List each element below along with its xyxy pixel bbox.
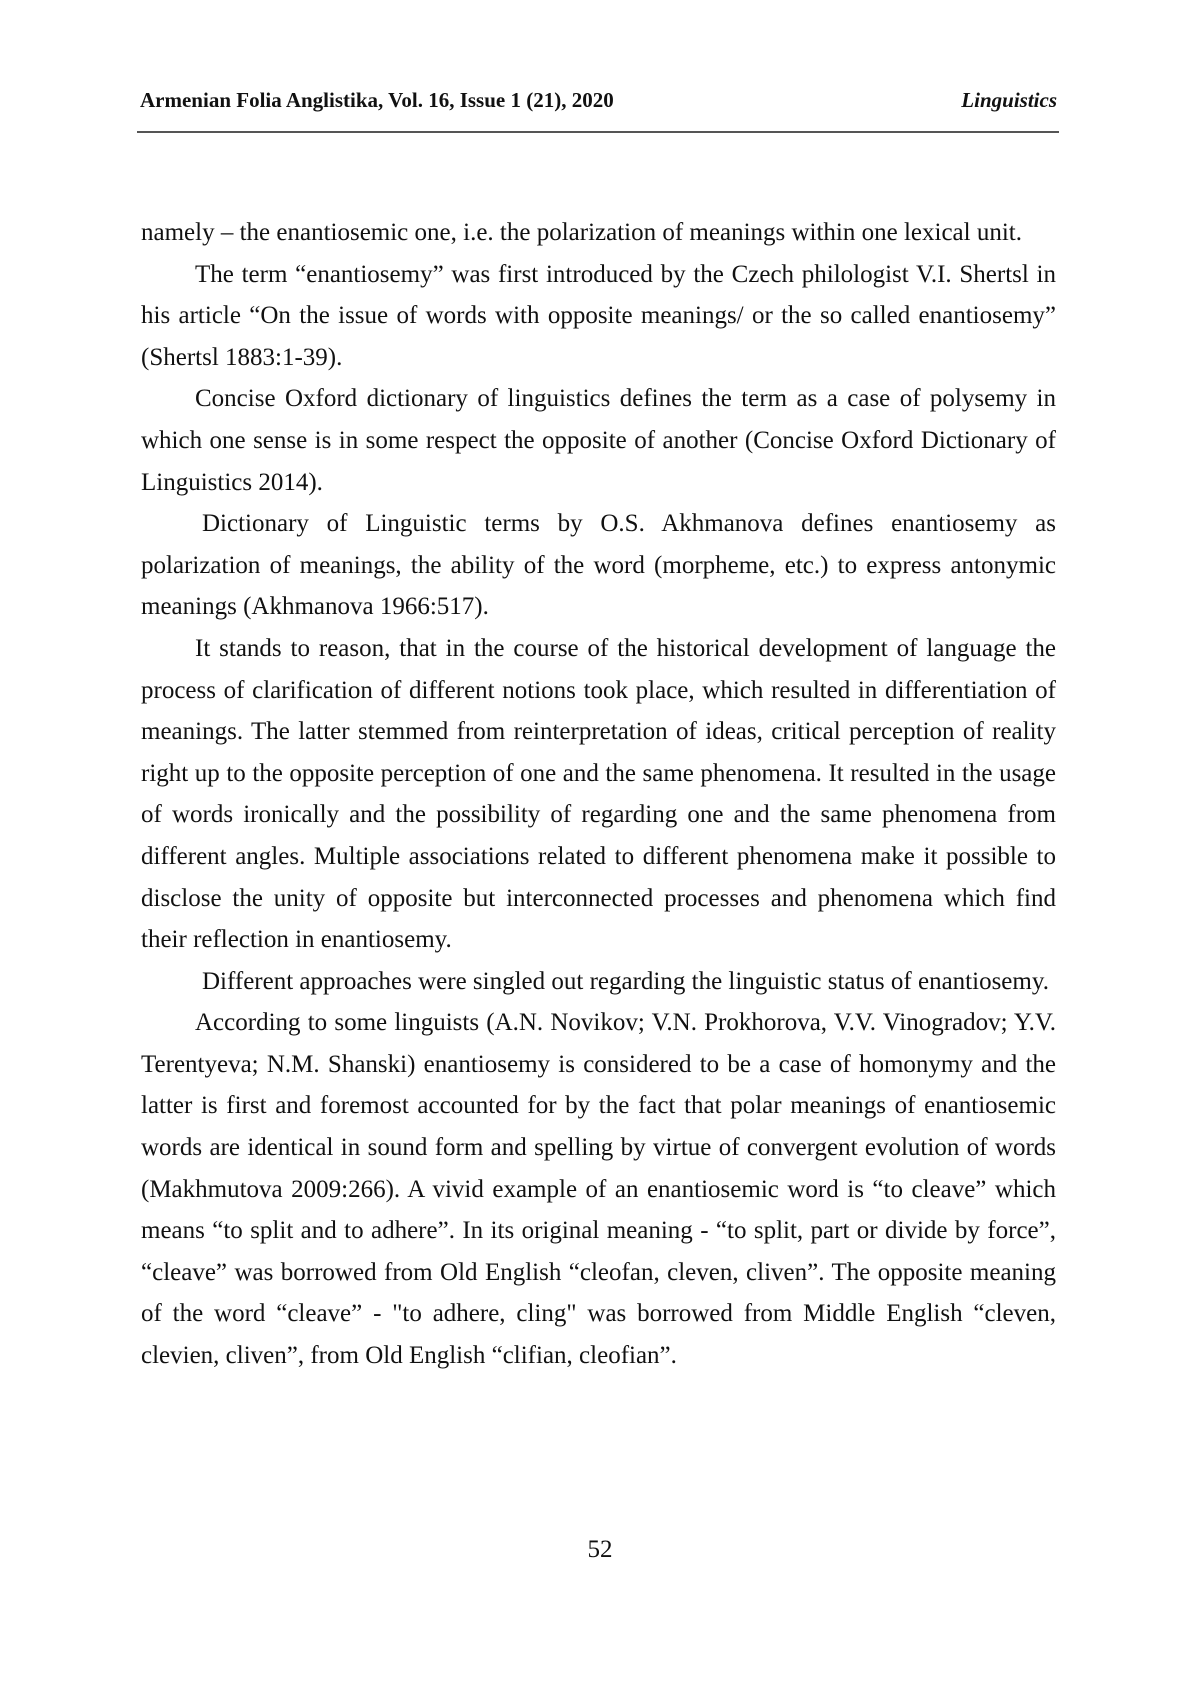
page-number: 52 xyxy=(587,1536,613,1563)
paragraph: Concise Oxford dictionary of linguistics defines the term as a case of polysemy in which one sense is in some respect the opposite of another (Concise Oxford Dictionary of Linguistics 2014). xyxy=(141,385,1056,496)
paragraph: The term “enantiosemy” was first introduced by the Czech philologist V.I. Shertsl in his article “On the issue of words with opposite meanings/ or the so called enantiosemy” (Shertsl 1883:1-39). xyxy=(141,260,1056,371)
paragraph: It stands to reason, that in the course of the historical development of language the process of clarification of different notions took place, which resulted in differentiation of meanings. The latter stemmed from reinterpretation of ideas, critical perception of reality right up to the opposite perception of one and the same phenomena. It resulted in the usage of words ironically and the possibility of regarding one and the same phenomena from different angles. Multiple associations related to different phenomena make it possible to disclose the unity of opposite but interconnected processes and phenomena which find their reflection in enantiosemy. xyxy=(141,634,1056,954)
article-body xyxy=(141,212,1056,1377)
paragraph: According to some linguists (A.N. Novikov; V.N. Prokhorova, V.V. Vinogradov; Y.V. Terentyeva; N.M. Shanski) enantiosemy is considered to be a case of homonymy and the latter is first and foremost accounted for by the fact that polar meanings of enantiosemic words are identical in sound form and spelling by virtue of convergent evolution of words (Makhmutova 2009:266). A vivid example of an enantiosemic word is “to cleave” which means “to split and to adhere”. In its original meaning - “to split, part or divide by force”, “cleave” was borrowed from Old English “cleofan, cleven, cliven”. The opposite meaning of the word “cleave” - "to adhere, cling" was borrowed from Middle English “cleven, clevien, cliven”, from Old English “clifian, cleofian”. xyxy=(141,1009,1056,1370)
journal-title: Armenian Folia Anglistika, Vol. 16, Issue 1 (21), 2020 xyxy=(140,88,614,112)
paragraph: Dictionary of Linguistic terms by O.S. Akhmanova defines enantiosemy as polarization of meanings, the ability of the word (morpheme, etc.) to express antonymic meanings (Akhmanova 1966:517). xyxy=(141,510,1056,621)
header-divider xyxy=(137,131,1059,133)
section-title: Linguistics xyxy=(961,88,1057,112)
running-header xyxy=(140,88,1057,118)
paragraph: Different approaches were singled out regarding the linguistic status of enantiosemy. xyxy=(202,967,1049,995)
paragraph: namely – the enantiosemic one, i.e. the polarization of meanings within one lexical unit. xyxy=(141,219,1022,246)
